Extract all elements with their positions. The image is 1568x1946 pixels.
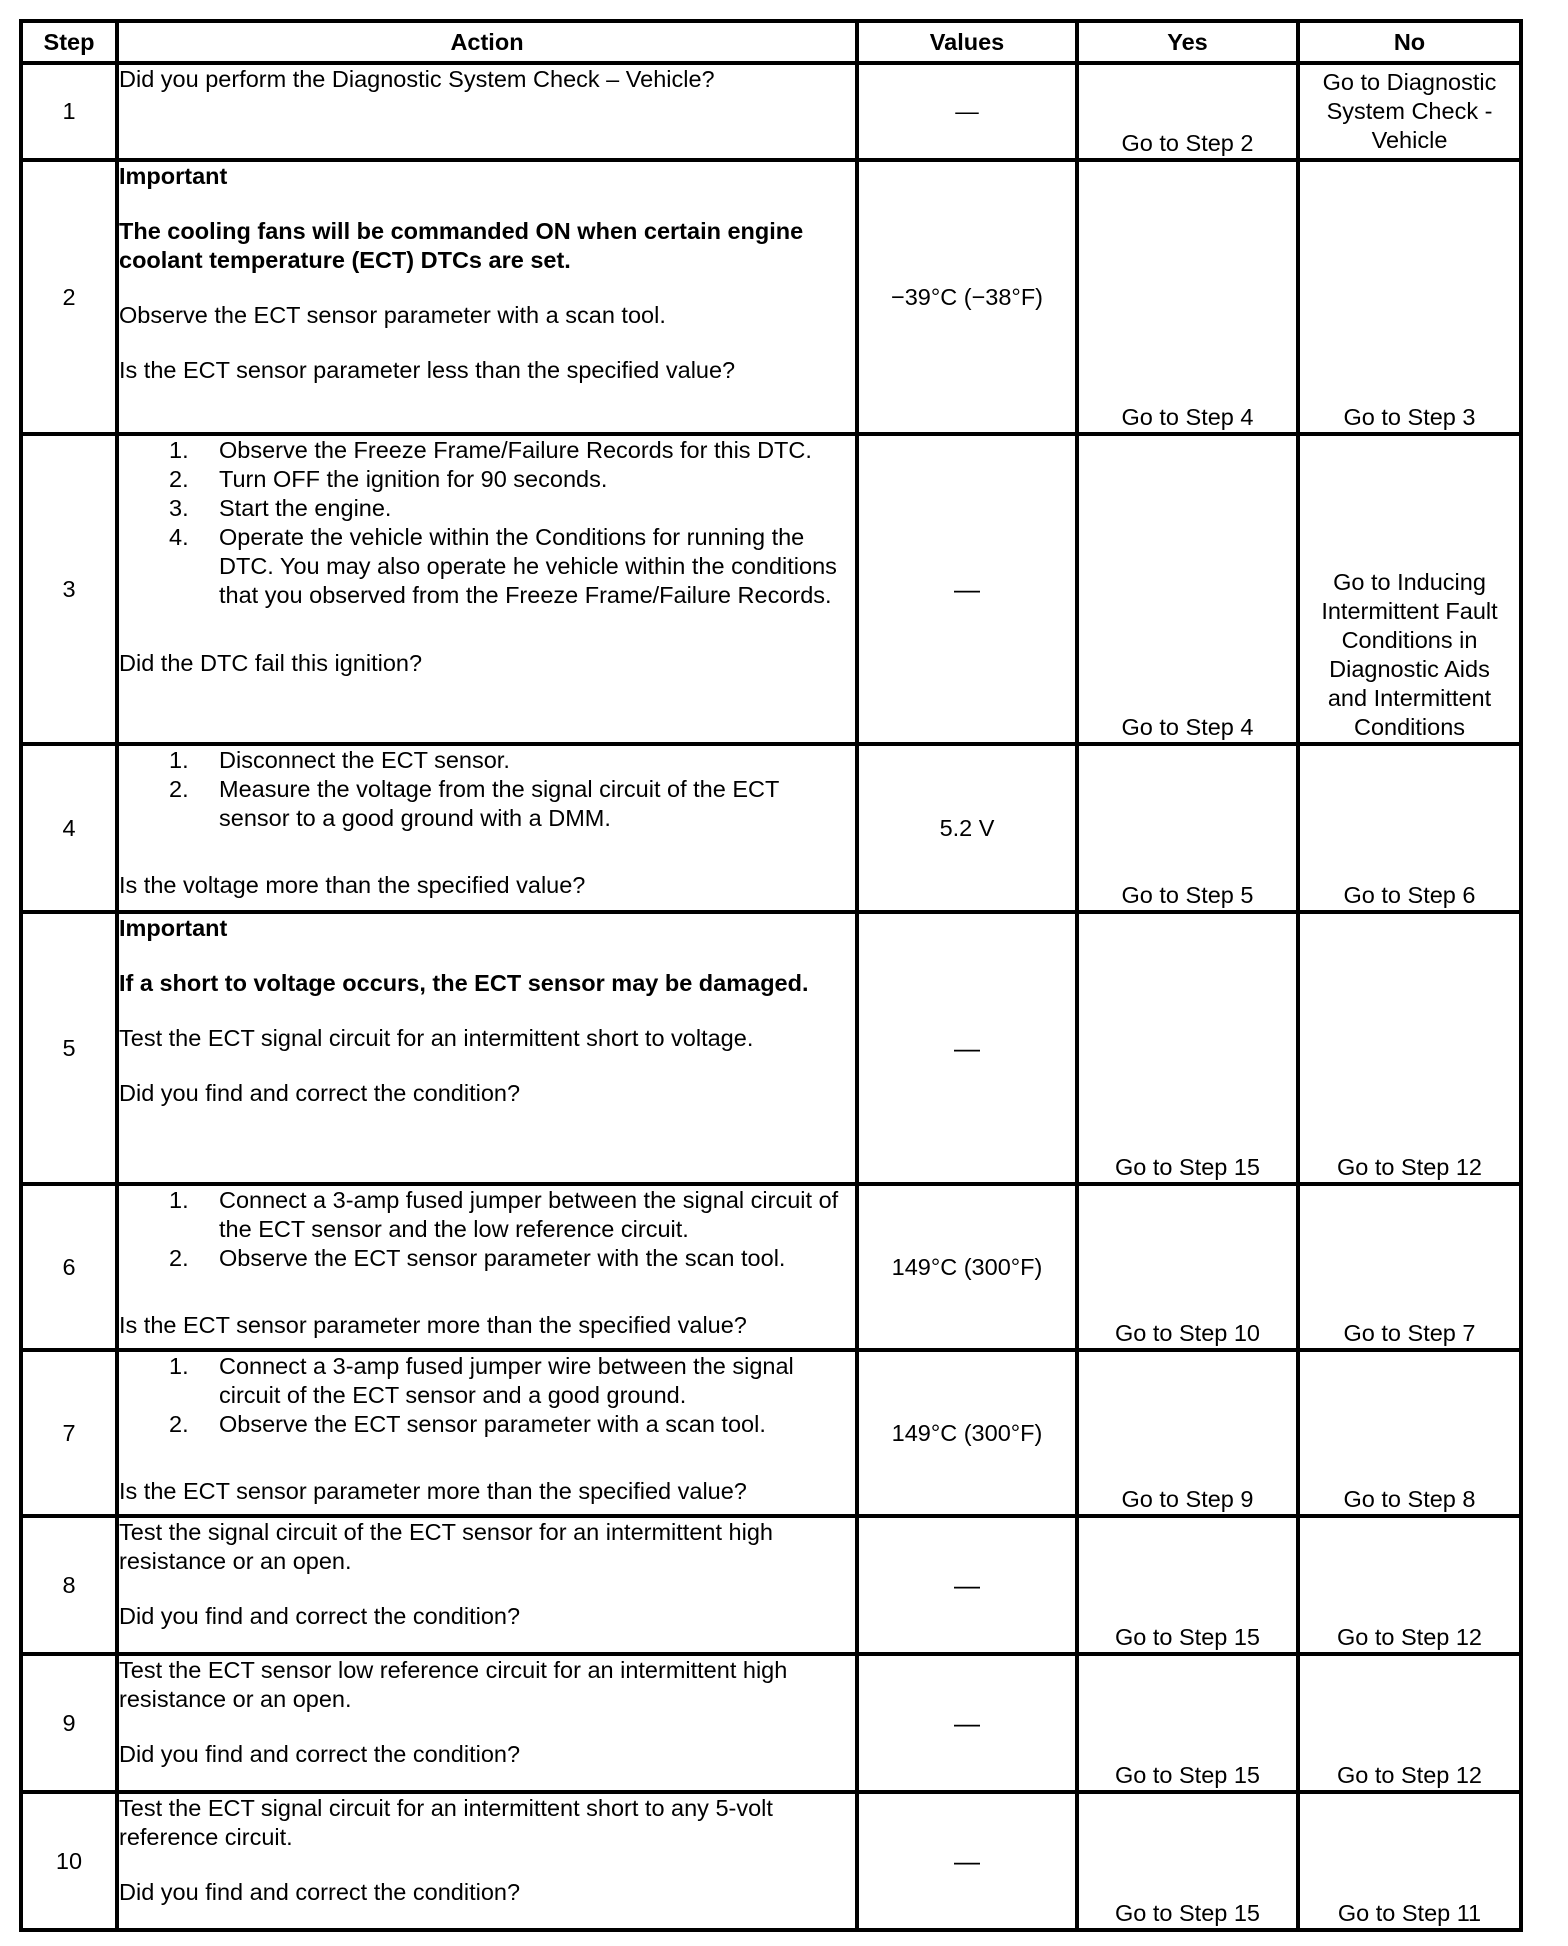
- step-number: 8: [21, 1516, 117, 1654]
- action-list: [119, 1186, 855, 1273]
- list-item: 3. Start the engine.: [169, 495, 392, 521]
- list-item: 4. Operate the vehicle within the Conditions for running the DTC. You may also operate he vehicle within the conditions that you observed from the Freeze Frame/Failure Records.: [169, 524, 837, 608]
- action-question: Did you find and correct the condition?: [119, 1741, 521, 1767]
- action-cell: [117, 744, 857, 912]
- table-row: [21, 744, 1521, 912]
- yes-cell: Go to Step 9: [1077, 1350, 1298, 1516]
- action-text: Test the ECT sensor low reference circuit for an intermittent high resistance or an open.: [119, 1657, 788, 1712]
- header-action: Action: [117, 21, 857, 63]
- step-number: 1: [21, 63, 117, 160]
- action-cell: [117, 1516, 857, 1654]
- step-number: 5: [21, 912, 117, 1184]
- header-row: [21, 21, 1521, 63]
- header-step: Step: [21, 21, 117, 63]
- yes-cell: Go to Step 4: [1077, 434, 1298, 744]
- no-cell: Go to Step 8: [1298, 1350, 1521, 1516]
- action-text: Observe the ECT sensor parameter with a scan tool.: [119, 302, 666, 328]
- header-no: No: [1298, 21, 1521, 63]
- action-question: Did the DTC fail this ignition?: [119, 650, 423, 676]
- important-note: If a short to voltage occurs, the ECT sensor may be damaged.: [119, 970, 809, 996]
- important-label: Important: [119, 915, 228, 941]
- action-question: Did you perform the Diagnostic System Check – Vehicle?: [119, 66, 715, 92]
- header-yes: Yes: [1077, 21, 1298, 63]
- no-cell: Go to Step 6: [1298, 744, 1521, 912]
- action-question: Did you find and correct the condition?: [119, 1603, 521, 1629]
- value-cell: —: [857, 63, 1077, 160]
- step-number: 9: [21, 1654, 117, 1792]
- step-number: 3: [21, 434, 117, 744]
- value-cell: 149°C (300°F): [857, 1184, 1077, 1350]
- value-cell: −39°C (−38°F): [857, 160, 1077, 434]
- table-row: [21, 912, 1521, 1184]
- action-cell: [117, 1350, 857, 1516]
- value-cell: —: [857, 1654, 1077, 1792]
- step-number: 6: [21, 1184, 117, 1350]
- action-cell: [117, 1184, 857, 1350]
- value-cell: —: [857, 912, 1077, 1184]
- no-cell: Go to Step 3: [1298, 160, 1521, 434]
- action-list: [119, 746, 855, 833]
- value-cell: 149°C (300°F): [857, 1350, 1077, 1516]
- no-cell: Go to Step 12: [1298, 1516, 1521, 1654]
- value-cell: —: [857, 434, 1077, 744]
- action-cell: [117, 1654, 857, 1792]
- diagnostic-table: [19, 19, 1523, 1932]
- table-row: [21, 434, 1521, 744]
- step-number: 2: [21, 160, 117, 434]
- table-row: [21, 1516, 1521, 1654]
- no-cell: Go to Step 7: [1298, 1184, 1521, 1350]
- no-cell: Go to Step 12: [1298, 1654, 1521, 1792]
- value-cell: —: [857, 1792, 1077, 1930]
- action-cell: [117, 434, 857, 744]
- step-number: 7: [21, 1350, 117, 1516]
- list-item: 2. Observe the ECT sensor parameter with a scan tool.: [169, 1411, 766, 1437]
- list-item: 1. Observe the Freeze Frame/Failure Records for this DTC.: [169, 437, 812, 463]
- yes-cell: Go to Step 4: [1077, 160, 1298, 434]
- list-item: 1. Connect a 3-amp fused jumper between the signal circuit of the ECT sensor and the low reference circuit.: [169, 1187, 839, 1242]
- yes-cell: Go to Step 15: [1077, 1516, 1298, 1654]
- yes-cell: Go to Step 10: [1077, 1184, 1298, 1350]
- list-item: 2. Observe the ECT sensor parameter with the scan tool.: [169, 1245, 786, 1271]
- table-row: [21, 160, 1521, 434]
- action-cell: [117, 1792, 857, 1930]
- action-list: [119, 1352, 855, 1439]
- no-cell: Go to Inducing Intermittent Fault Conditions in Diagnostic Aids and Intermittent Conditions: [1298, 434, 1521, 744]
- list-item: 1. Disconnect the ECT sensor.: [169, 747, 510, 773]
- yes-cell: Go to Step 2: [1077, 63, 1298, 160]
- no-cell: Go to Step 12: [1298, 912, 1521, 1184]
- action-text: Test the signal circuit of the ECT sensor for an intermittent high resistance or an open.: [119, 1519, 773, 1574]
- no-cell: Go to Step 11: [1298, 1792, 1521, 1930]
- list-item: 2. Turn OFF the ignition for 90 seconds.: [169, 466, 608, 492]
- action-cell: [117, 912, 857, 1184]
- table-row: [21, 1654, 1521, 1792]
- yes-cell: Go to Step 15: [1077, 1654, 1298, 1792]
- action-question: Did you find and correct the condition?: [119, 1080, 521, 1106]
- step-number: 10: [21, 1792, 117, 1930]
- yes-cell: Go to Step 15: [1077, 912, 1298, 1184]
- no-cell: Go to Diagnostic System Check - Vehicle: [1298, 63, 1521, 160]
- step-number: 4: [21, 744, 117, 912]
- list-item: 1. Connect a 3-amp fused jumper wire between the signal circuit of the ECT sensor and a good ground.: [169, 1353, 794, 1408]
- action-text: Test the ECT signal circuit for an intermittent short to voltage.: [119, 1025, 754, 1051]
- action-list: [119, 436, 855, 610]
- value-cell: —: [857, 1516, 1077, 1654]
- list-item: 2. Measure the voltage from the signal circuit of the ECT sensor to a good ground with a DMM.: [169, 776, 779, 831]
- action-question: Did you find and correct the condition?: [119, 1879, 521, 1905]
- action-question: Is the voltage more than the specified value?: [119, 872, 586, 898]
- table-row: [21, 1184, 1521, 1350]
- value-cell: 5.2 V: [857, 744, 1077, 912]
- yes-cell: Go to Step 15: [1077, 1792, 1298, 1930]
- header-values: Values: [857, 21, 1077, 63]
- action-cell: [117, 160, 857, 434]
- important-note: The cooling fans will be commanded ON when certain engine coolant temperature (ECT) DTCs are set.: [119, 218, 804, 273]
- yes-cell: Go to Step 5: [1077, 744, 1298, 912]
- table-row: [21, 1350, 1521, 1516]
- action-text: Test the ECT signal circuit for an intermittent short to any 5-volt reference circuit.: [119, 1795, 773, 1850]
- action-question: Is the ECT sensor parameter less than the specified value?: [119, 357, 736, 383]
- table-row: [21, 1792, 1521, 1930]
- action-cell: [117, 63, 857, 160]
- important-label: Important: [119, 163, 228, 189]
- action-question: Is the ECT sensor parameter more than the specified value?: [119, 1312, 747, 1338]
- table-row: [21, 63, 1521, 160]
- action-question: Is the ECT sensor parameter more than the specified value?: [119, 1478, 747, 1504]
